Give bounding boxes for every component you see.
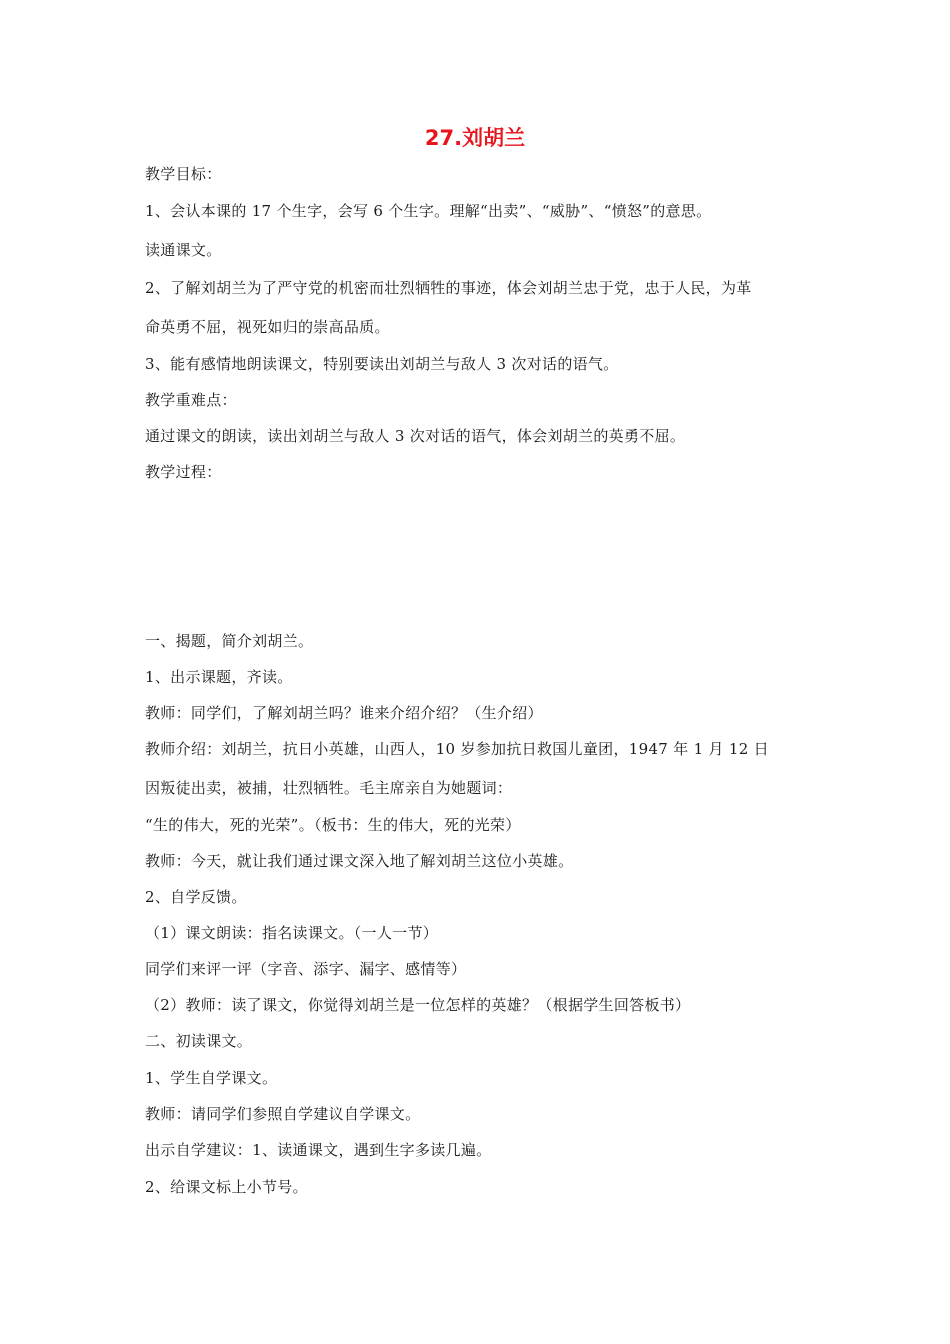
teacher-self-study: 教师：请同学们参照自学建议自学课文。 [145, 1105, 421, 1123]
goal-1-line-2: 读通课文。 [145, 241, 222, 259]
step-1-heading: 一、揭题，简介刘胡兰。 [145, 632, 314, 650]
teacher-question-2: （2）教师：读了课文，你觉得刘胡兰是一位怎样的英雄？（根据学生回答板书） [145, 996, 691, 1014]
teacher-question: 教师：同学们，了解刘胡兰吗？谁来介绍介绍？（生介绍） [145, 704, 543, 722]
document-title: 27.刘胡兰 [424, 126, 526, 150]
process-heading: 教学过程： [145, 463, 222, 481]
step-2-1: 1、学生自学课文。 [145, 1069, 278, 1087]
self-study-suggestion: 出示自学建议：1、读通课文，遇到生字多读几遍。 [145, 1141, 492, 1159]
step-2-heading: 二、初读课文。 [145, 1032, 253, 1050]
goal-3: 3、能有感情地朗读课文，特别要读出刘胡兰与敌人 3 次对话的语气。 [145, 355, 619, 373]
step-1-1: 1、出示课题，齐读。 [145, 668, 293, 686]
goal-2-line-1: 2、了解刘胡兰为了严守党的机密而壮烈牺牲的事迹，体会刘胡兰忠于党，忠于人民，为革 [145, 279, 752, 297]
key-points-text: 通过课文的朗读，读出刘胡兰与敌人 3 次对话的语气，体会刘胡兰的英勇不屈。 [145, 427, 686, 445]
teacher-today: 教师：今天，就让我们通过课文深入地了解刘胡兰这位小英雄。 [145, 852, 574, 870]
teacher-intro-line-1: 教师介绍：刘胡兰，抗日小英雄，山西人，10 岁参加抗日救国儿童团，1947 年 1 月 12 日 [145, 740, 769, 758]
teacher-intro-line-2: 因叛徒出卖，被捕，壮烈牺牲。毛主席亲自为她题词： [145, 779, 513, 797]
goal-2-line-2: 命英勇不屈，视死如归的崇高品质。 [145, 318, 390, 336]
key-points-heading: 教学重难点： [145, 391, 237, 409]
peer-review: 同学们来评一评（字音、添字、漏字、感情等） [145, 960, 467, 978]
goals-heading: 教学目标： [145, 165, 222, 183]
step-1-2: 2、自学反馈。 [145, 888, 247, 906]
reading-aloud: （1）课文朗读：指名读课文。（一人一节） [145, 924, 439, 942]
goal-1-line-1: 1、会认本课的 17 个生字，会写 6 个生字。理解“出卖”、“威胁”、“愤怒”的意思。 [145, 202, 712, 220]
inscription-quote: “生的伟大，死的光荣”。（板书：生的伟大，死的光荣） [145, 816, 521, 834]
step-2-2: 2、给课文标上小节号。 [145, 1178, 308, 1196]
